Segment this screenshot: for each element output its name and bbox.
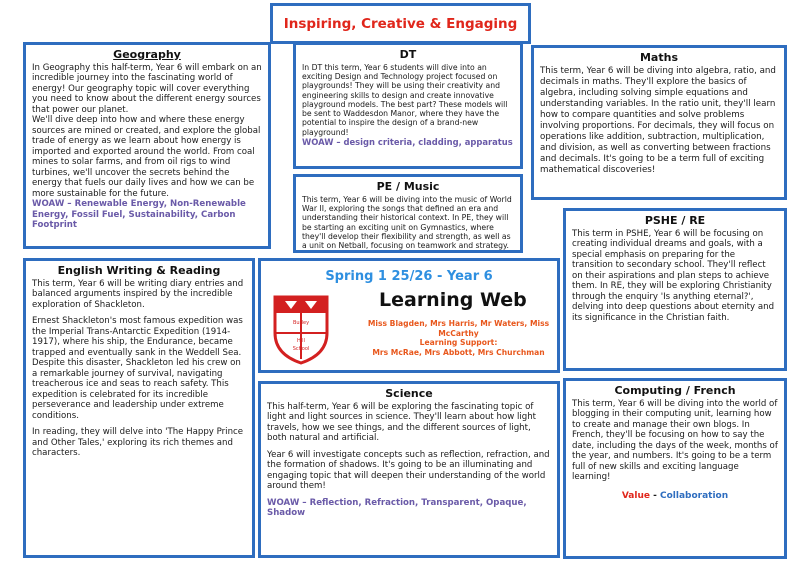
dt-panel (293, 42, 523, 169)
value-separator: - (649, 490, 660, 501)
dt-woaw: WOAW – design criteria, cladding, apparatus (302, 136, 513, 147)
science-title: Science (385, 387, 433, 400)
learning-support-label: Learning Support: (419, 338, 498, 348)
maths-paragraph: This term, Year 6 will be diving into algebra, ratio, and decimals in maths. They'll explore the basics of algebra, including solving simple equations and understanding variables. In the ratio unit, they'll learn how to compare quantities and solve problems involving proportions. For decimals, they will focus on operations like addition, subtraction, multiplication, and division, as well as converting between fractions and decimals. It's going to be a term full of exciting mathematical discoveries! (540, 66, 776, 176)
geography-title: Geography (113, 48, 181, 61)
dt-paragraph: In DT this term, Year 6 students will dive into an exciting Design and Technology project focused on playgrounds! They will be using their creativity and engineering skills to design and create innovative playground models. The best part? These models will be sent to Waddesdon Manor, where they have the potential to inspire the design of a brand-new playground! (302, 63, 508, 137)
maths-panel (531, 45, 787, 200)
learning-support-list: Mrs McRae, Mrs Abbott, Mrs Churchman (372, 348, 545, 358)
term-heading: Spring 1 25/26 - Year 6 (325, 269, 493, 284)
maths-title: Maths (639, 51, 678, 64)
pshe-re-title: PSHE / RE (644, 214, 706, 227)
science-paragraph-1: This half-term, Year 6 will be exploring the fascinating topic of light and light sources in science. They'll learn about how light travels, how we see things, and the different sources of light, both natural and artificial. (267, 402, 537, 444)
english-paragraph-3: In reading, they will delve into 'The Happy Prince and Other Tales,' exploring its rich themes and characters. (32, 427, 244, 459)
learning-web-panel (258, 258, 560, 373)
pe-music-paragraph: This term, Year 6 will be diving into the music of World War II, exploring the songs that defined an era and understanding their historical context. In PE, they will be starting an exciting unit on Gymnastics, where they'll develop their flexibility and strength, as well as a unit on Netball, focusing on teamwork and strategy. (302, 195, 512, 251)
science-paragraph-2: Year 6 will investigate concepts such as reflection, refraction, and the formation of shadows. It's going to be an illuminating and engaging topic that will deepen their understanding of the world around them! (267, 449, 550, 492)
computing-french-title: Computing / French (614, 384, 736, 397)
learning-web-title: Learning Web (379, 289, 527, 311)
value-label: Value (621, 490, 650, 501)
pshe-re-panel (563, 208, 787, 371)
school-crest-logo (271, 293, 331, 365)
teachers-list: Miss Blagden, Mrs Harris, Mr Waters, Miss McCarthy (367, 319, 550, 338)
english-paragraph-2: Ernest Shackleton's most famous expedition was the Imperial Trans-Antarctic Expedition (1914-1917), where his ship, the Endurance, became trapped and eventually sank in the Weddell Sea. Despite this disaster, Shackleton led his crew on a remarkable journey of survival, navigating treacherous ice and seas to reach safety. This expedition is celebrated for its incredible perseverance and leadership under extreme conditions. (32, 316, 243, 421)
geography-paragraph-1: In Geography this half-term, Year 6 will embark on an incredible journey into the fascinating world of energy! Our geography topic will cover everything you need to know about the different energy sources that power our planet. (32, 63, 262, 115)
science-woaw: WOAW – Reflection, Refraction, Transparent, Opaque, Shadow (267, 497, 527, 519)
pe-music-title: PE / Music (376, 180, 440, 193)
svg-text:Hill: Hill (297, 338, 305, 344)
header-title: Inspiring, Creative & Engaging (283, 15, 518, 32)
geography-panel (23, 42, 271, 249)
english-paragraph-1: This term, Year 6 will be writing diary entries and balanced arguments inspired by the incredible exploration of Shackleton. (32, 279, 244, 310)
dt-title: DT (399, 48, 417, 61)
english-title: English Writing & Reading (57, 264, 221, 277)
geography-paragraph-2: We'll dive deep into how and where these energy sources are mined or created, and explore the global trade of energy as we learn about how energy is imported and exported around the world. From coal mines to solar farms, and from oil rigs to wind turbines, we'll uncover the secrets behind the energy that fuels our daily lives and how we can be more sustainable for the future. (32, 115, 261, 199)
svg-text:School: School (292, 346, 310, 352)
pshe-re-paragraph: This term in PSHE, Year 6 will be focusing on creating individual dreams and goals, with a special emphasis on preparing for the transition to secondary school. They'll reflect on their aspirations and plan steps to achieve them. In RE, they will be exploring Christianity through the enquiry 'Is anything eternal?', delving into deep questions about eternity and its significance in the Christian faith. (572, 229, 775, 323)
value-line (572, 491, 778, 501)
computing-french-paragraph: This term, Year 6 will be diving into the world of blogging in their computing unit, learning how to create and manage their own blogs. In French, they'll be focusing on how to say the date, including the days of the week, months of the year, and numbers. It's going to be a term full of new skills and exciting language learning! (572, 399, 778, 483)
header-banner (270, 3, 531, 44)
staff-block (361, 319, 556, 358)
science-panel (258, 381, 560, 558)
value-name: Collaboration (660, 490, 729, 501)
svg-text:Burley: Burley (292, 320, 310, 326)
english-panel (23, 258, 255, 558)
pe-music-panel (293, 174, 523, 253)
computing-french-panel (563, 378, 787, 559)
geography-woaw: WOAW – Renewable Energy, Non-Renewable Energy, Fossil Fuel, Sustainability, Carbon Footprint (32, 199, 246, 231)
